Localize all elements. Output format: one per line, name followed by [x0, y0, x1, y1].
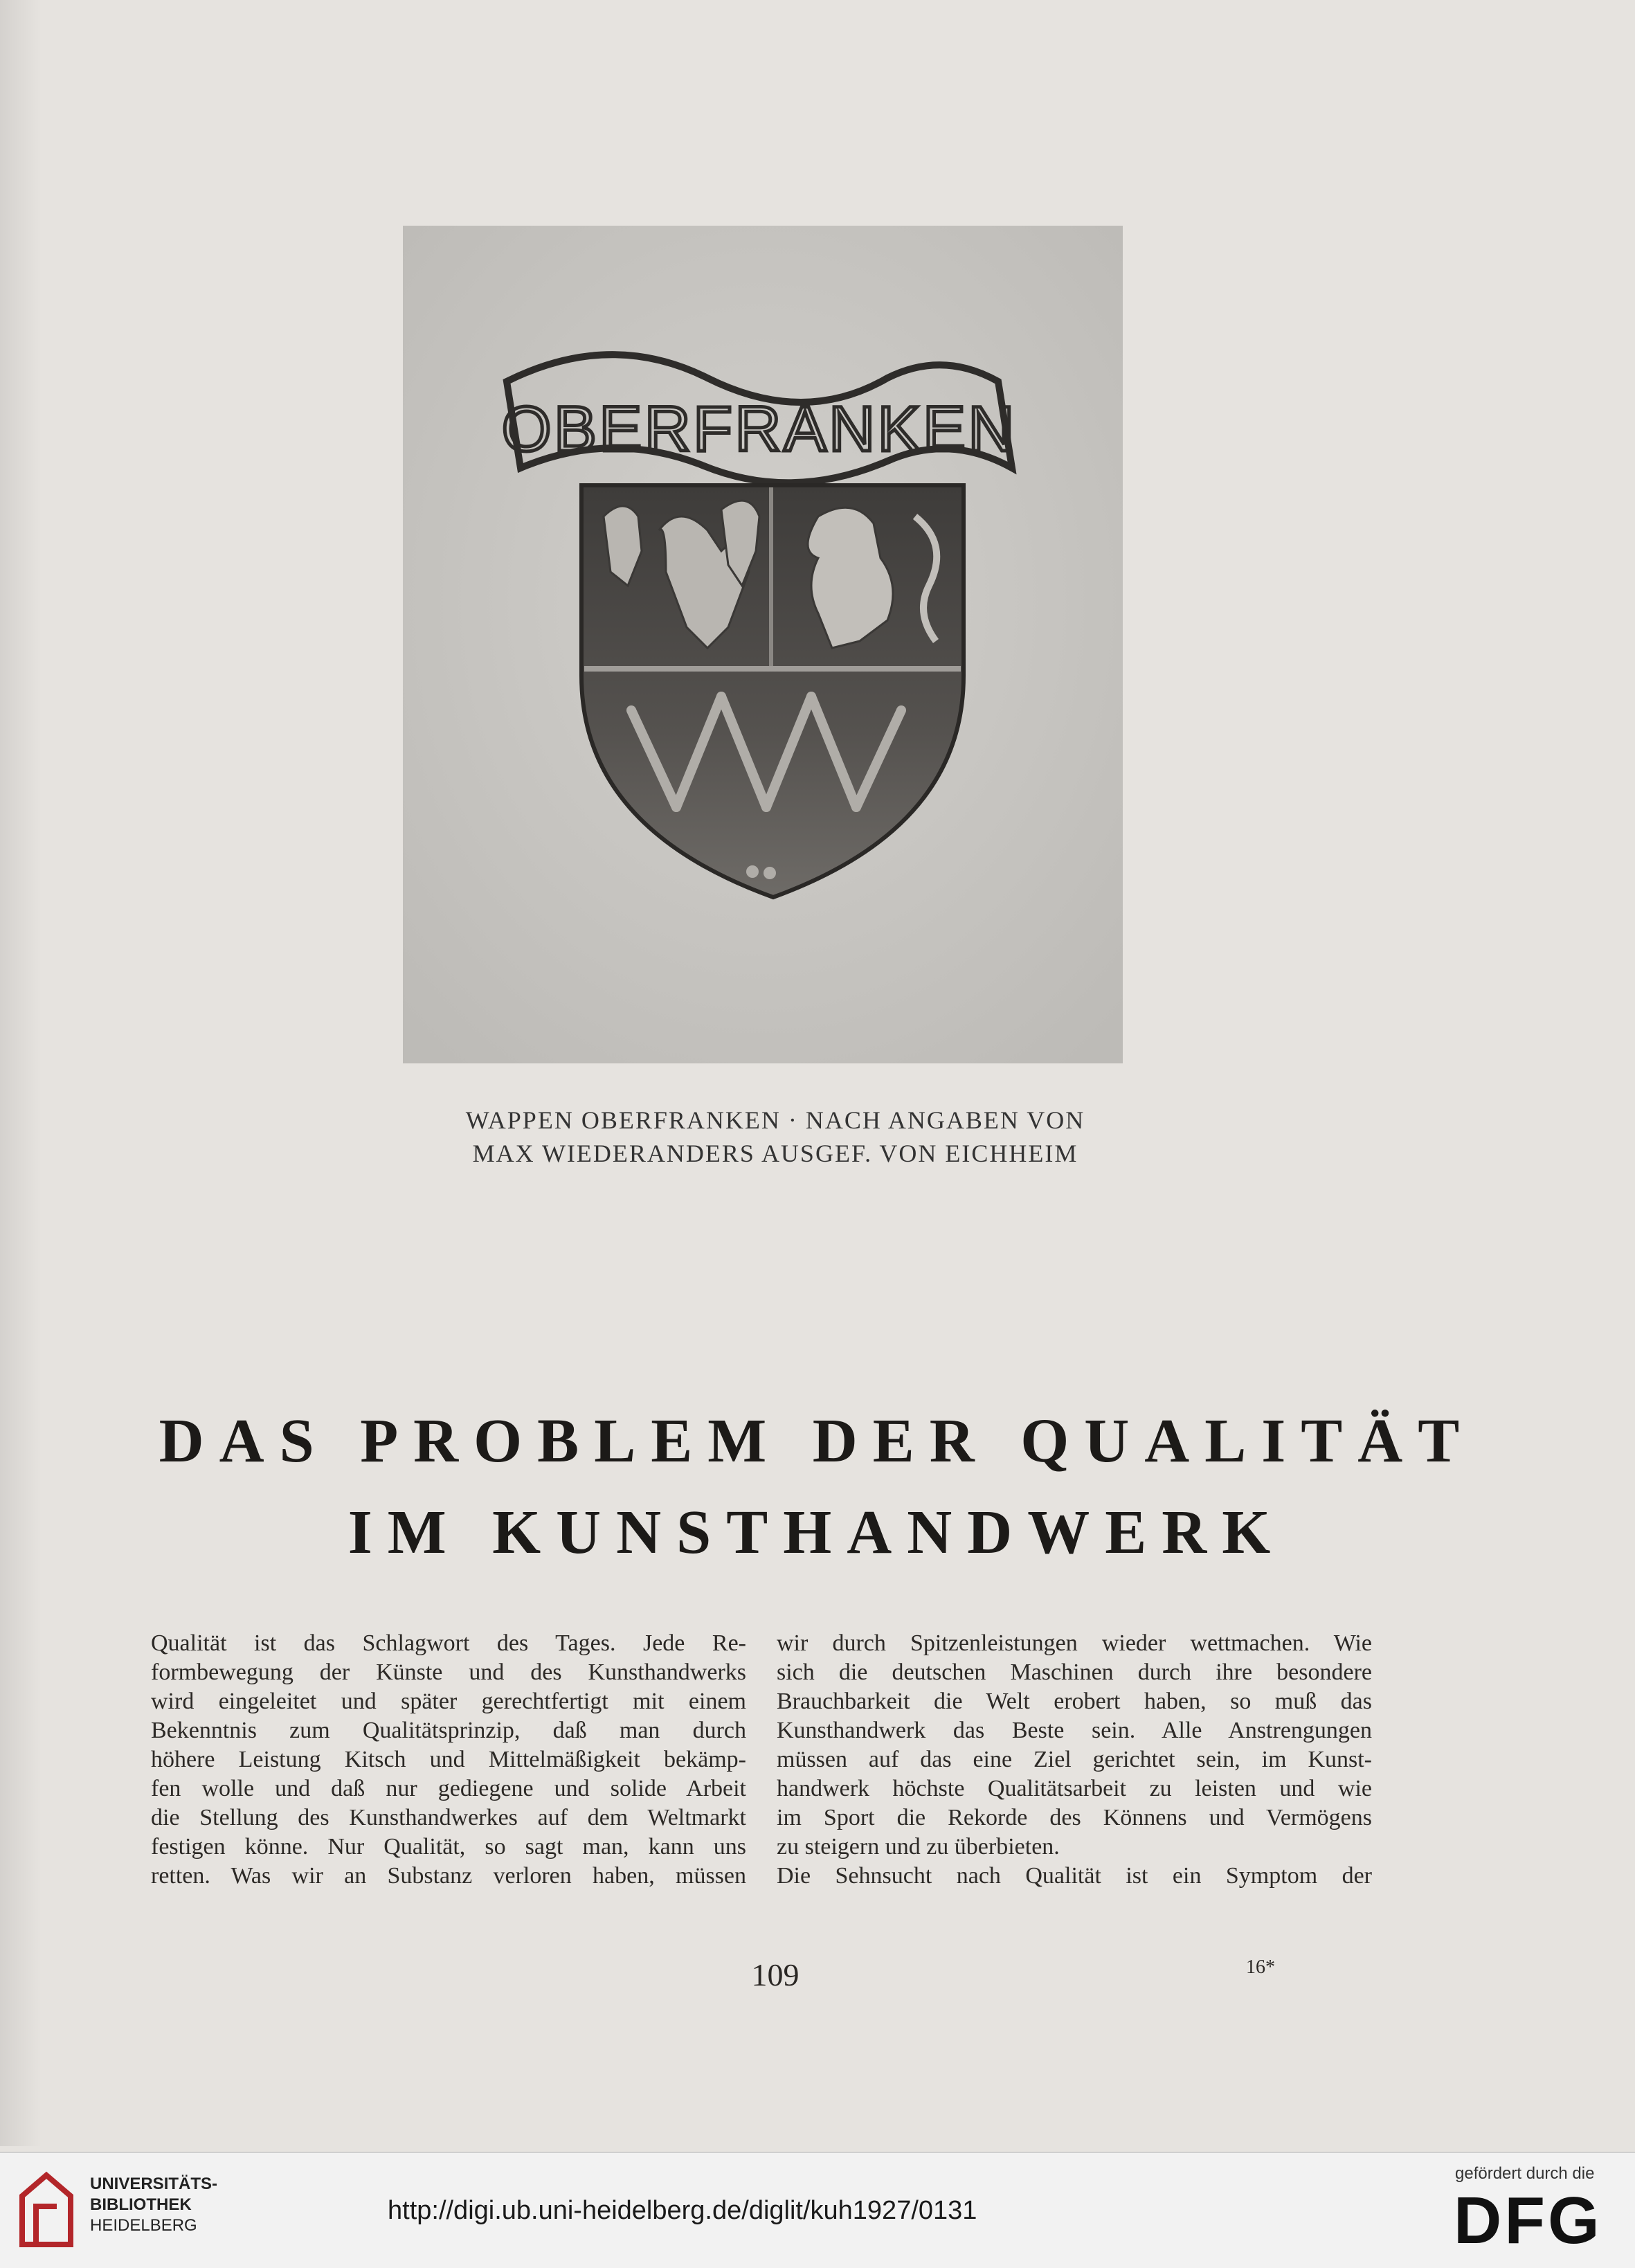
- library-logo-icon: [15, 2168, 78, 2251]
- text-line: fen wolle und daß nur gediegene und solide Arbeit: [151, 1776, 746, 1801]
- text-line: höhere Leistung Kitsch und Mittelmäßigkeit bekämp-: [151, 1747, 746, 1772]
- text-line: die Stellung des Kunsthandwerkes auf dem Weltmarkt: [151, 1805, 746, 1830]
- page-fold-shadow: [0, 0, 42, 2146]
- text-line: retten. Was wir an Substanz verloren haben, müssen: [151, 1863, 746, 1889]
- page-number: 109: [751, 1957, 800, 1992]
- text-line: Kunsthandwerk das Beste sein. Alle Anstrengungen: [777, 1718, 1372, 1743]
- signature-mark: 16*: [1246, 1956, 1275, 1978]
- caption-line-1: WAPPEN OBERFRANKEN · NACH ANGABEN VON: [465, 1106, 1085, 1134]
- dfg-logo: DFG: [1454, 2184, 1602, 2258]
- banner-text: OBERFRANKEN: [501, 394, 1018, 465]
- text-line: zu steigern und zu überbieten.: [777, 1834, 1060, 1860]
- text-line: Qualität ist das Schlagwort des Tages. Jede Re-: [151, 1630, 746, 1656]
- text-line: im Sport die Rekorde des Könnens und Vermögens: [777, 1805, 1372, 1830]
- text-line: Die Sehnsucht nach Qualität ist ein Symptom der: [777, 1863, 1372, 1889]
- photo-plate: [403, 226, 1123, 1063]
- article-title-line-1: DAS PROBLEM DER QUALITÄT: [159, 1407, 1475, 1475]
- figure-caption: [277, 1104, 1274, 1170]
- digitization-footer: [0, 2152, 1635, 2268]
- text-line: handwerk höchste Qualitätsarbeit zu leisten und wie: [777, 1776, 1372, 1801]
- left-column: [151, 1629, 746, 1891]
- right-column: [777, 1629, 1372, 1891]
- permalink-url[interactable]: http://digi.ub.uni-heidelberg.de/diglit/kuh1927/0131: [388, 2196, 977, 2225]
- text-line: festigen könne. Nur Qualität, so sagt man, kann uns: [151, 1834, 746, 1860]
- text-line: wir durch Spitzenleistungen wieder wettmachen. Wie: [777, 1630, 1372, 1656]
- text-line: formbewegung der Künste und des Kunsthandwerks: [151, 1659, 746, 1685]
- text-line: sich die deutschen Maschinen durch ihre besondere: [777, 1659, 1372, 1685]
- text-line: wird eingeleitet und später gerechtfertigt mit einem: [151, 1689, 746, 1714]
- caption-line-2: MAX WIEDERANDERS AUSGEF. VON EICHHEIM: [472, 1140, 1078, 1167]
- coat-of-arms-photo: [403, 226, 1123, 1063]
- text-line: Brauchbarkeit die Welt erobert haben, so muß das: [777, 1689, 1372, 1714]
- text-line: Bekenntnis zum Qualitätsprinzip, daß man durch: [151, 1718, 746, 1743]
- library-name: UNIVERSITÄTS- BIBLIOTHEK HEIDELBERG: [90, 2175, 218, 2235]
- article-title-line-2: IM KUNSTHANDWERK: [347, 1498, 1286, 1567]
- text-line: müssen auf das eine Ziel gerichtet sein, im Kunst-: [777, 1747, 1372, 1772]
- funded-by-text: gefördert durch die: [1455, 2164, 1595, 2183]
